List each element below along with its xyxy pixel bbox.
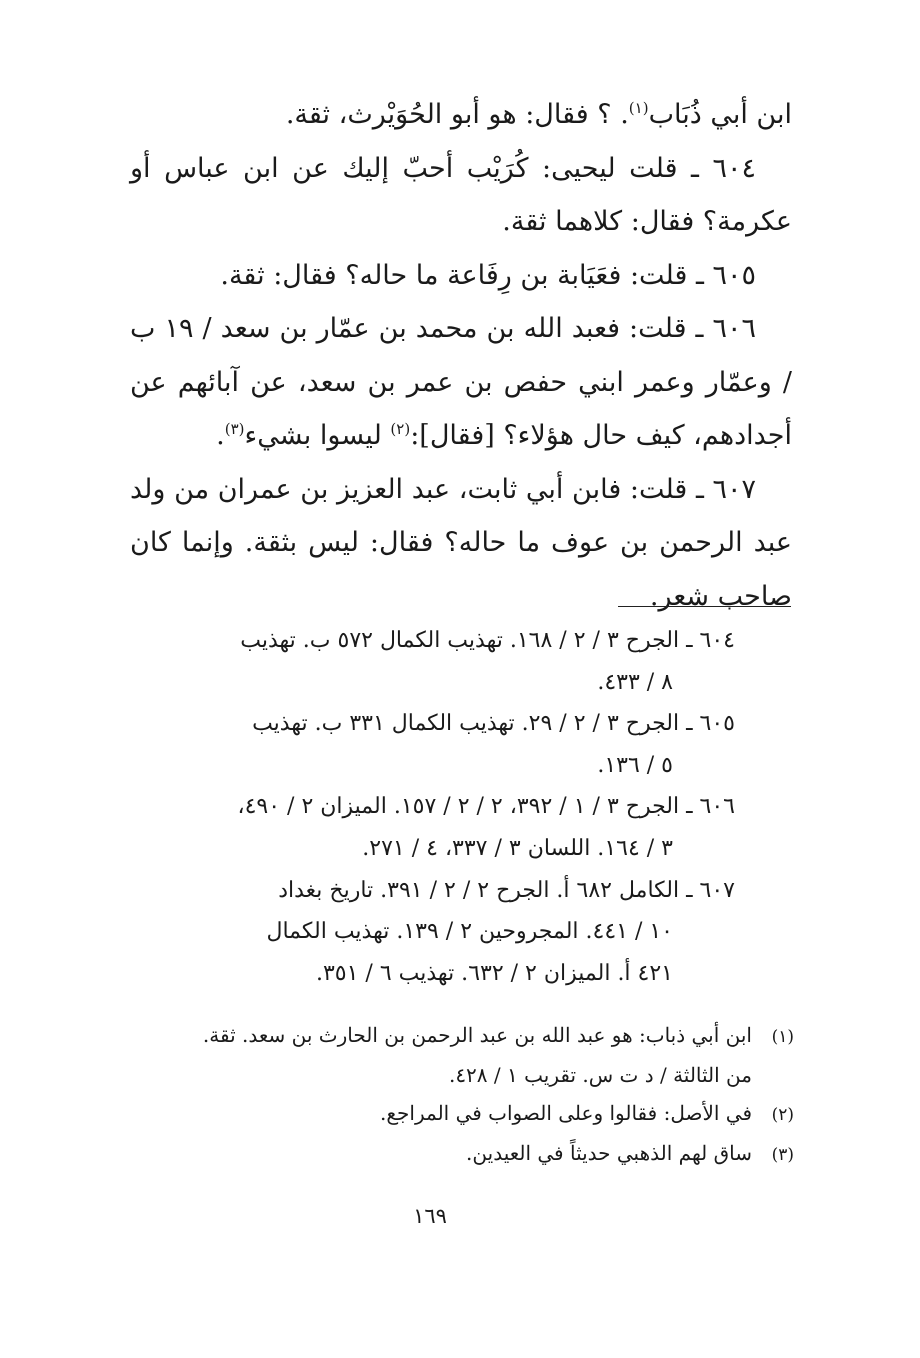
entry-607: ٦٠٧ ـ قلت: فابن أبي ثابت، عبد العزيز بن عمران من ولد عبد الرحمن بن عوف ما حاله؟ فقال: ليس بثقة. وإنما كان صاحب شعر. [130,473,792,612]
entry-604: ٦٠٤ ـ قلت ليحيى: كُرَيْب أحبّ إليك عن ابن عباس أو عكرمة؟ فقال: كلاهما ثقة. [130,152,792,237]
footnote-mark: (٢) [771,1105,794,1125]
paragraph-continuation: ابن أبي ذُبَاب$^{(١)}$. ؟ فقال: هو أبو الحُوَيْرث، ثقة. [285,99,792,130]
footnote-ref-1: (١) [628,99,649,117]
footnote-mark: (٣) [771,1145,794,1165]
footnote-1: (١)ابن أبي ذباب: هو عبد الله بن عبد الرحمن بن الحارث بن سعد. ثقة. من الثالثة / د ت س. تقريب ١ / ٤٢٨. [130,1016,794,1094]
entry-605: ٦٠٥ ـ قلت: فعَيَابة بن رِفَاعة ما حاله؟ فقال: ثقة. [220,259,756,291]
page-number: ١٦٩ [413,1204,447,1228]
entry-606: ٦٠٦ ـ قلت: فعبد الله بن محمد بن عمّار بن سعد / ١٩ ب / وعمّار وعمر ابني حفص بن عمر بن سعد، عن آبائهم عن أجدادهم، كيف حال هؤلاء؟ [فقال]:$^{(٢)}$ ليسوا بشيء$^{(٣)}$. [130,313,792,451]
reference-item: ٦٠٤ ـ الجرح ٣ / ٢ / ١٦٨. تهذيب الكمال ٥٧٢ ب. تهذيب ٨ / ٤٣٣. [240,628,735,695]
main-text [130,88,792,623]
footnote-mark: (١) [771,1027,794,1047]
footnote-ref-3: (٣) [224,420,245,438]
reference-item: ٦٠٧ ـ الكامل ٦٨٢ أ. الجرح ٢ / ٢ / ٣٩١. تاريخ بغداد ١٠ / ٤٤١. المجروحين ٢ / ١٣٩. تهذيب الكمال ٤٢١ أ. الميزان ٢ / ٦٣٢. تهذيب ٦ / ٣٥١. [266,877,735,986]
footnote-ref-2: (٢) [390,420,411,438]
footnotes [130,1016,794,1174]
footnote-2: (٢)في الأصل: فقالوا وعلى الصواب في المراجع. [130,1094,794,1134]
footnote-3: (٣)ساق لهم الذهبي حديثاً في العيدين. [130,1134,794,1174]
footnote-divider [618,606,791,607]
reference-item: ٦٠٦ ـ الجرح ٣ / ١ / ٣٩٢، ٢ / ٢ / ١٥٧. الميزان ٢ / ٤٩٠، ٣ / ١٦٤. اللسان ٣ / ٣٣٧، ٤ / ٢٧١. [237,794,735,861]
reference-list [130,620,735,994]
reference-item: ٦٠٥ ـ الجرح ٣ / ٢ / ٢٩. تهذيب الكمال ٣٣١ ب. تهذيب ٥ / ١٣٦. [252,711,735,778]
